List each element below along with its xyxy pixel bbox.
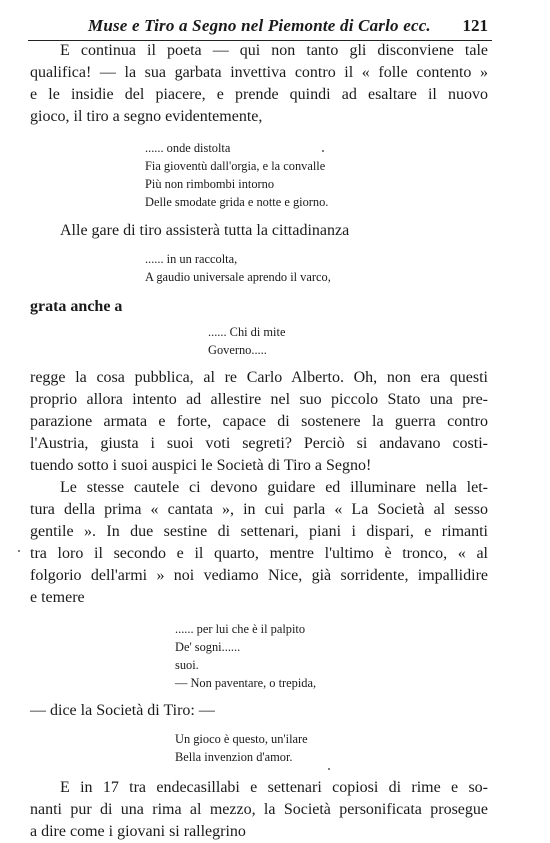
print-speck [328,768,330,770]
paragraph-2-line: regge la cosa pubblica, al re Carlo Alberto. Oh, non era questi [30,369,488,386]
verse-line: ...... Chi di mite [208,325,286,339]
prose-line: — dice la Società di Tiro: — [30,702,215,719]
verse-line: Delle smodate grida e notte e giorno. [145,195,329,209]
verse-line: — Non paventare, o trepida, [175,676,317,690]
paragraph-3-line: e temere [30,589,85,606]
paragraph-2-line: proprio allora intento ad allestire nel suo piccolo Stato una pre- [30,391,488,408]
paragraph-2-line: tuendo sotto i suoi auspici le Società di Tiro a Segno! [30,457,372,474]
verse-line: Governo..... [208,343,267,357]
verse-line: Fia gioventù dall'orgia, e la convalle [145,159,326,173]
verse-line: Bella invenzion d'amor. [175,750,293,764]
paragraph-1-line: E continua il poeta — qui non tanto gli disconviene tale [60,42,488,59]
paragraph-3-line: Le stesse cautele ci devono guidare ed illuminare nella let- [60,479,488,496]
verse-line: ...... per lui che è il palpito [175,622,306,636]
verse-line: De' sogni...... [175,640,241,654]
paragraph-4-line: nanti pur di una rima al mezzo, la Società personificata prosegue [30,801,488,818]
print-speck [322,150,324,152]
page-number: 121 [462,16,488,35]
paragraph-3-line: folgorio dell'armi » noi vediamo Nice, già sorridente, impallidire [30,567,488,584]
verse-line: Più non rimbombi intorno [145,177,275,191]
running-header [28,8,492,41]
verse-line: A gaudio universale aprendo il varco, [145,270,331,284]
paragraph-4-line: E in 17 tra endecasillabi e settenari copiosi di rime e so- [60,779,488,796]
verse-line: ...... in un raccolta, [145,252,238,266]
verse-line: ...... onde distolta [145,141,231,155]
paragraph-3-line: gentile ». In due sestine di settenari, piani i dispari, e rimanti [30,523,488,540]
paragraph-1-line: gioco, il tiro a segno evidentemente, [30,108,263,125]
paragraph-3-line: tura della prima « cantata », in cui parla « La Società al sesso [30,501,488,518]
paragraph-3-line: tra loro il secondo e il quarto, mentre l'ultimo è tronco, « al [30,545,488,562]
prose-line: grata anche a [30,298,123,315]
paragraph-2-line: parazione armata e forte, capace di sostenere la guerra contro [30,413,488,430]
paragraph-1-line: e le insidie del piacere, e prende quindi ad esaltare il nuovo [30,86,488,103]
paragraph-2-line: l'Austria, giusta i suoi voti segreti? Perciò si andavano costi- [30,435,488,452]
running-title: Muse e Tiro a Segno nel Piemonte di Carlo ecc. [88,16,431,35]
print-speck [18,550,20,552]
paragraph-1-line: qualifica! — la sua garbata invettiva contro il « folle contento » [30,64,488,81]
prose-line: Alle gare di tiro assisterà tutta la cittadinanza [60,222,350,239]
paragraph-4-line: a dire come i giovani si rallegrino [30,823,246,840]
verse-line: Un gioco è questo, un'ilare [175,732,308,746]
verse-line: suoi. [175,658,199,672]
